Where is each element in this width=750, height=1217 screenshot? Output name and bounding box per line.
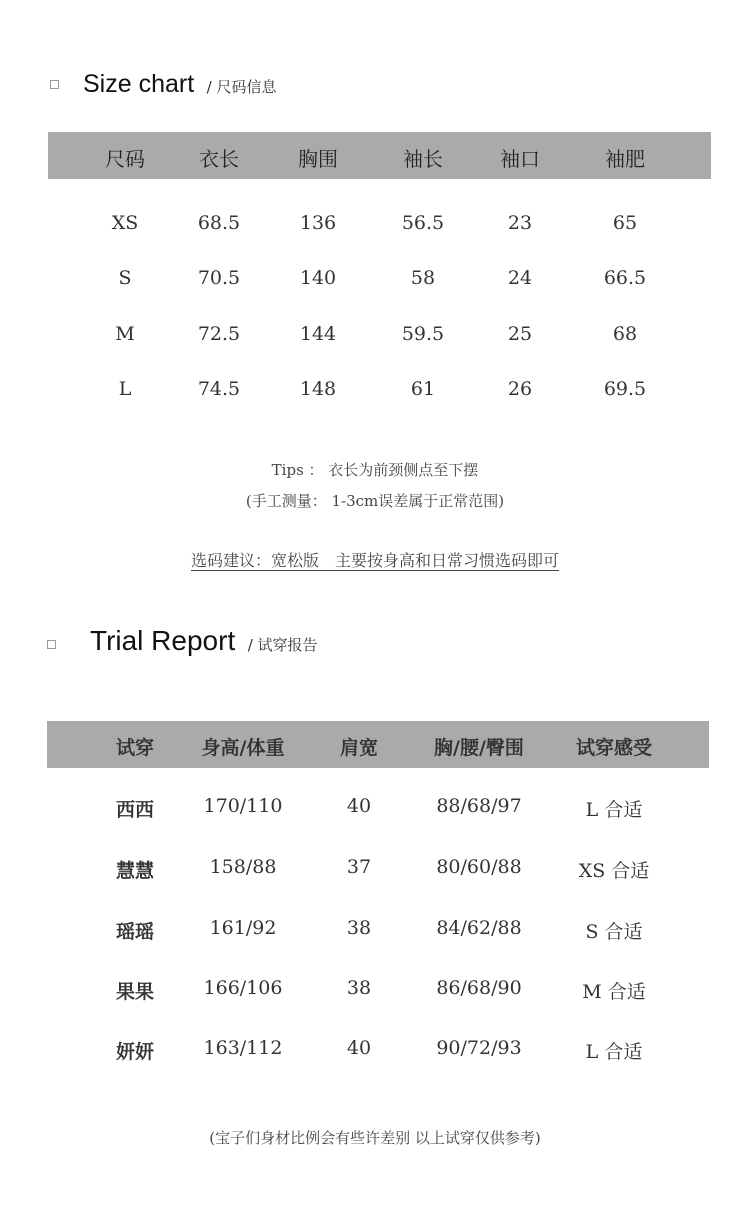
size-table-header: 尺码 xyxy=(105,147,145,171)
trial-table-cell: 37 xyxy=(346,856,372,878)
size-table-cell: 23 xyxy=(507,212,533,234)
trial-table-cell: L 合适 xyxy=(585,799,643,821)
size-table-cell: 59.5 xyxy=(401,323,445,345)
trial-table-cell: 38 xyxy=(346,977,372,999)
size-advice-text: 选码建议：宽松版 主要按身高和日常习惯选码即可 xyxy=(190,551,559,570)
trial-table-cell: M 合适 xyxy=(582,981,646,1003)
trial-table-cell: 86/68/90 xyxy=(436,977,522,999)
trial-table-cell: L 合适 xyxy=(585,1041,643,1063)
trial-table-cell: 161/92 xyxy=(209,917,277,939)
size-table-header: 胸围 xyxy=(298,147,338,171)
size-table-cell: 65 xyxy=(612,212,638,234)
size-table-cell: 68 xyxy=(612,323,638,345)
trial-table-cell: 40 xyxy=(346,795,372,817)
size-table-header: 袖口 xyxy=(500,147,540,171)
trial-table-cell: XS 合适 xyxy=(578,860,650,882)
trial-table-cell: 84/62/88 xyxy=(436,917,522,939)
size-chart-title: Size chart xyxy=(83,70,195,98)
trial-table-cell: 瑶瑶 xyxy=(115,921,155,943)
trial-table-cell: 80/60/88 xyxy=(436,856,522,878)
size-table-header: 衣长 xyxy=(199,147,239,171)
size-table-cell: 144 xyxy=(299,323,337,345)
size-table-cell: 140 xyxy=(299,267,337,289)
size-table-cell: 24 xyxy=(507,267,533,289)
size-table-cell: 58 xyxy=(410,267,436,289)
size-table-cell: 148 xyxy=(299,378,337,400)
trial-table-cell: 38 xyxy=(346,917,372,939)
size-table-cell: 70.5 xyxy=(197,267,241,289)
trial-table-cell: 88/68/97 xyxy=(436,795,522,817)
size-table-cell: L xyxy=(118,378,132,400)
size-table-cell: 72.5 xyxy=(197,323,241,345)
trial-table-cell: 妍妍 xyxy=(115,1041,155,1063)
trial-footer-note: (宝子们身材比例会有些许差别 以上试穿仅供参考) xyxy=(209,1129,541,1147)
trial-table-header: 肩宽 xyxy=(339,737,379,759)
size-chart-subtitle: / 尺码信息 xyxy=(206,78,277,96)
size-table-cell: 74.5 xyxy=(197,378,241,400)
size-chart-heading xyxy=(83,70,276,99)
trial-table-cell: 西西 xyxy=(115,799,155,821)
size-table-cell: 61 xyxy=(410,378,436,400)
trial-table-cell: 166/106 xyxy=(203,977,283,999)
trial-table-cell: 163/112 xyxy=(203,1037,283,1059)
tips-line-2: (手工测量： 1-3cm误差属于正常范围) xyxy=(245,492,505,510)
trial-table-header: 身高/体重 xyxy=(201,737,285,759)
size-table-cell: S xyxy=(118,267,132,289)
trial-report-heading xyxy=(90,625,318,657)
trial-table-header: 试穿 xyxy=(115,737,155,759)
trial-report-title: Trial Report xyxy=(90,625,236,656)
trial-table-header: 试穿感受 xyxy=(575,737,653,759)
size-table-cell: 26 xyxy=(507,378,533,400)
size-table-header: 袖肥 xyxy=(605,147,645,171)
trial-table-header: 胸/腰/臀围 xyxy=(434,737,524,759)
tips-line-1: Tips ： 衣长为前颈侧点至下摆 xyxy=(271,461,479,479)
size-table-cell: XS xyxy=(111,212,139,234)
section-marker-icon xyxy=(47,640,56,649)
size-table-header: 袖长 xyxy=(403,147,443,171)
section-marker-icon xyxy=(50,80,59,89)
trial-table-cell: 158/88 xyxy=(209,856,277,878)
size-table-cell: 56.5 xyxy=(401,212,445,234)
trial-table-cell: 果果 xyxy=(115,981,155,1003)
trial-table-cell: 慧慧 xyxy=(115,860,155,882)
size-table-cell: 69.5 xyxy=(603,378,647,400)
size-table-cell: 68.5 xyxy=(197,212,241,234)
size-table-cell: M xyxy=(115,323,135,345)
trial-table-cell: 90/72/93 xyxy=(436,1037,522,1059)
trial-table-cell: S 合适 xyxy=(585,921,643,943)
size-advice xyxy=(0,548,750,571)
trial-table-cell: 170/110 xyxy=(203,795,283,817)
size-table-cell: 25 xyxy=(507,323,533,345)
trial-table-cell: 40 xyxy=(346,1037,372,1059)
trial-report-subtitle: / 试穿报告 xyxy=(247,636,318,654)
size-table-cell: 66.5 xyxy=(603,267,647,289)
size-table-cell: 136 xyxy=(299,212,337,234)
